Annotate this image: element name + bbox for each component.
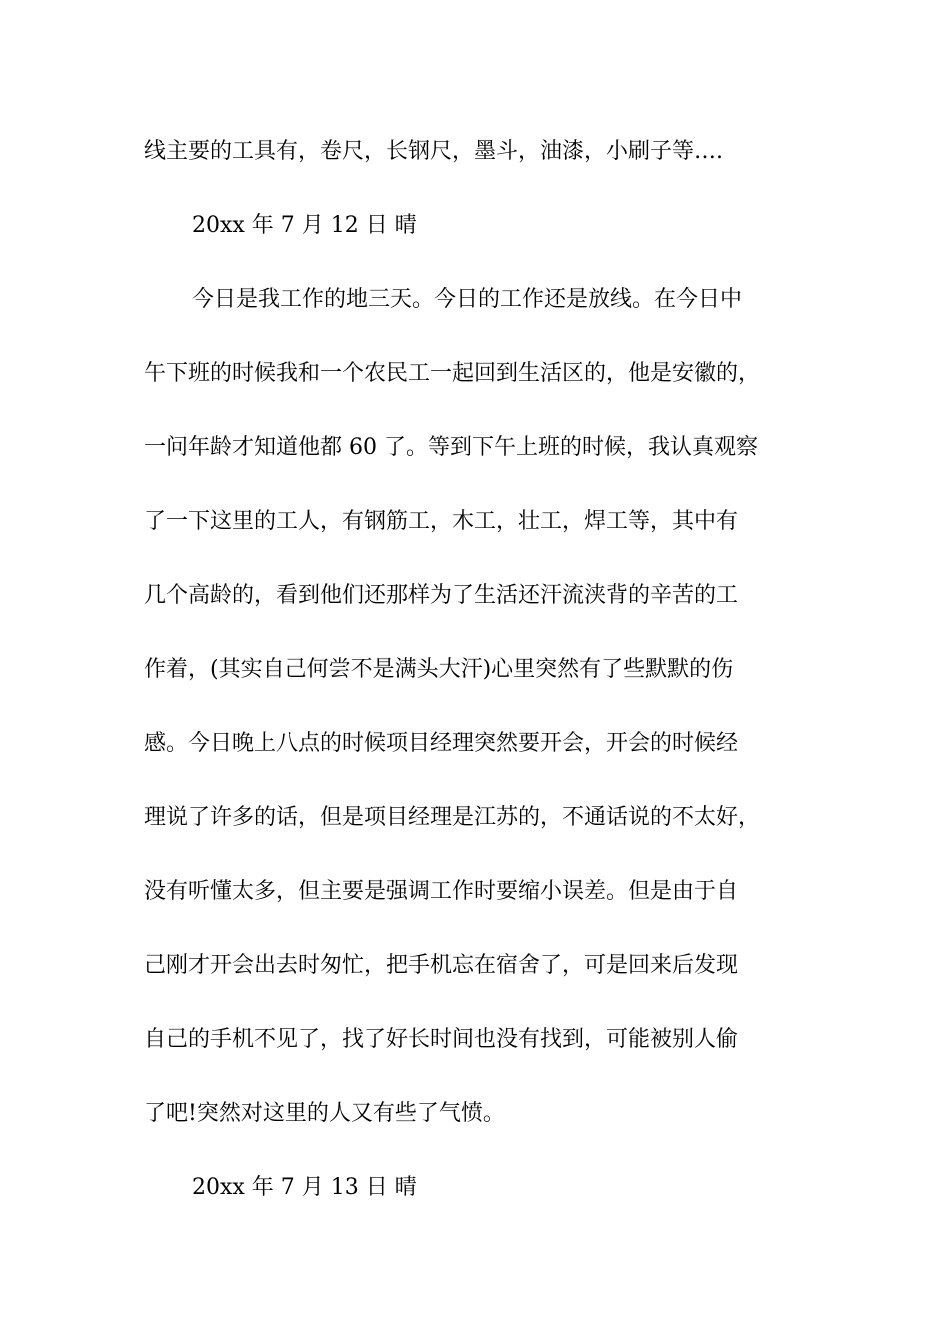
body-text-line: 一问年龄才知道他都 60 了。等到下午上班的时候，我认真观察: [144, 435, 758, 460]
body-text-line: 午下班的时候我和一个农民工一起回到生活区的，他是安徽的，: [144, 361, 761, 386]
body-text-line: 线主要的工具有，卷尺，长钢尺，墨斗，油漆，小刷子等….: [144, 139, 723, 164]
body-text-line: 作着，(其实自己何尝不是满头大汗)心里突然有了些默默的伤: [144, 657, 734, 682]
body-text-line: 感。今日晚上八点的时候项目经理突然要开会，开会的时候经: [144, 731, 739, 756]
body-text-line: 没有听懂太多，但主要是强调工作时要缩小误差。但是由于自: [144, 879, 739, 904]
body-text-line: 几个高龄的，看到他们还那样为了生活还汗流浃背的辛苦的工: [144, 583, 739, 608]
body-text-line: 今日是我工作的地三天。今日的工作还是放线。在今日中: [192, 287, 743, 312]
body-text-line: 自己的手机不见了，找了好长时间也没有找到，可能被别人偷: [144, 1027, 739, 1052]
body-text-line: 了吧!突然对这里的人又有些了气愤。: [144, 1101, 505, 1126]
body-text-line: 己刚才开会出去时匆忙，把手机忘在宿舍了，可是回来后发现: [144, 953, 739, 978]
body-text-line: 理说了许多的话，但是项目经理是江苏的，不通话说的不太好，: [144, 805, 761, 830]
date-heading: 20xx 年 7 月 13 日 晴: [192, 1175, 417, 1200]
date-heading: 20xx 年 7 月 12 日 晴: [192, 213, 417, 238]
body-text-line: 了一下这里的工人，有钢筋工，木工，壮工，焊工等，其中有: [144, 509, 739, 534]
